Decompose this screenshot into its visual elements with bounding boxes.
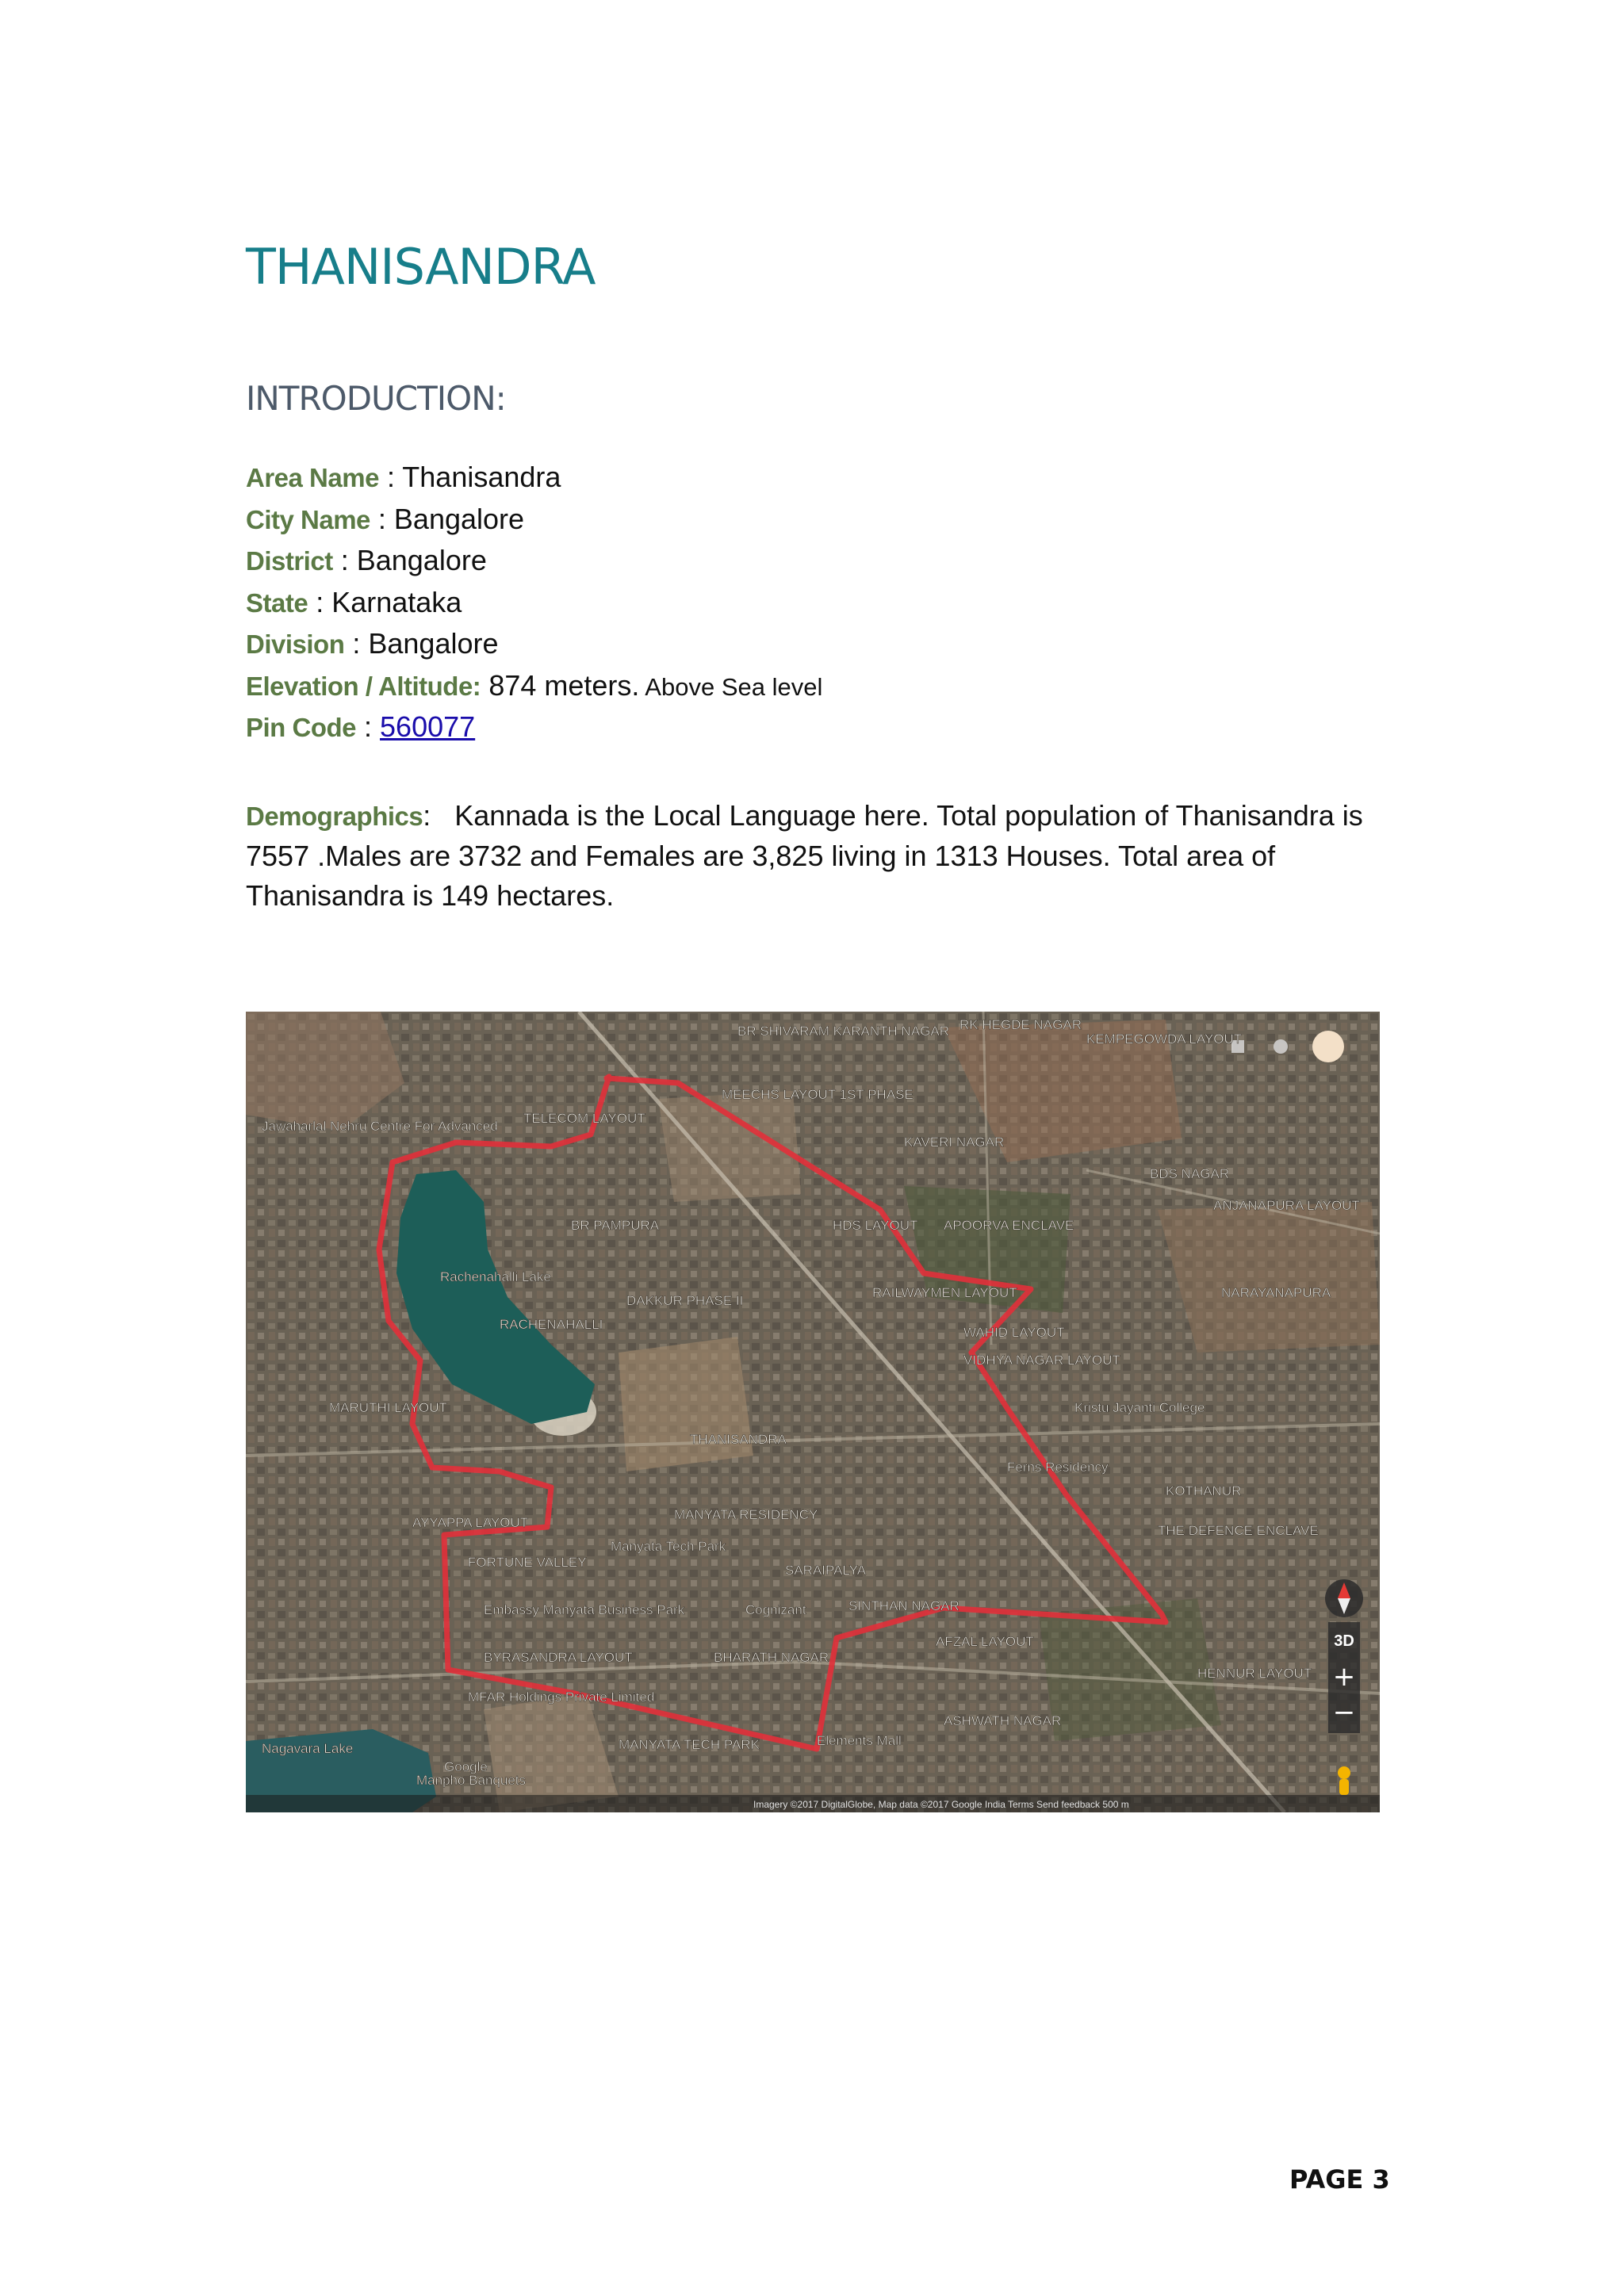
- map-label: THANISANDRA: [690, 1432, 787, 1447]
- field-area-name: Area Name : Thanisandra: [246, 461, 561, 493]
- map-label: Embassy Manyata Business Park: [484, 1602, 685, 1617]
- map-label: WAHID LAYOUT: [963, 1325, 1065, 1340]
- map-label: Rachenahalli Lake: [440, 1269, 551, 1284]
- map-label: Cognizant: [745, 1602, 806, 1617]
- map-label: AFZAL LAYOUT: [936, 1634, 1034, 1649]
- avatar: [1312, 1031, 1344, 1062]
- field-label: State: [246, 587, 308, 618]
- field-value: 874 meters.: [488, 668, 640, 702]
- map-label: THE DEFENCE ENCLAVE: [1158, 1523, 1319, 1538]
- map-label: BYRASANDRA LAYOUT: [484, 1650, 633, 1665]
- map-label: FORTUNE VALLEY: [468, 1555, 587, 1570]
- field-city-name: City Name : Bangalore: [246, 502, 525, 535]
- field-label: Area Name: [246, 463, 379, 492]
- map-label: RK HEGDE NAGAR: [959, 1017, 1082, 1032]
- field-value: Bangalore: [393, 502, 525, 535]
- field-district: District : Bangalore: [246, 544, 487, 576]
- map-label: BR SHIVARAM KARANTH NAGAR: [737, 1024, 950, 1039]
- map-label: ASHWATH NAGAR: [944, 1713, 1062, 1728]
- map-label: Jawaharlal Nehru Centre For Advanced: [262, 1119, 498, 1134]
- map-label: BHARATH NAGAR: [714, 1650, 829, 1665]
- page-number: PAGE 3: [1289, 2164, 1390, 2195]
- map-label: RACHENAHALLI: [500, 1317, 603, 1332]
- map-image: [246, 1012, 1380, 1812]
- field-value-suffix: Above Sea level: [639, 672, 823, 701]
- map-label: DAKKUR PHASE II: [626, 1293, 744, 1308]
- map-label: BR PAMPURA: [571, 1218, 660, 1233]
- map-label: MARUTHI LAYOUT: [329, 1400, 447, 1415]
- map-label: NARAYANAPURA: [1221, 1285, 1331, 1300]
- field-elevation: [246, 665, 1396, 707]
- map-label: Manpho Banquets: [416, 1773, 526, 1788]
- field-label: Elevation / Altitude:: [246, 671, 481, 701]
- notification-icon: [1274, 1039, 1288, 1054]
- compass-control[interactable]: [1325, 1579, 1363, 1617]
- map-label: MFAR Holdings Private Limited: [468, 1689, 655, 1705]
- field-value: Bangalore: [368, 627, 499, 660]
- map-label: ANJANAPURA LAYOUT: [1213, 1198, 1360, 1213]
- map-label: Google: [444, 1759, 488, 1774]
- map-label: RAILWAYMEN LAYOUT: [872, 1285, 1017, 1300]
- field-label: City Name: [246, 504, 370, 534]
- field-value: Karnataka: [331, 585, 462, 618]
- pin-code-link[interactable]: 560077: [380, 710, 476, 743]
- map-label: SINTHAN NAGAR: [848, 1598, 959, 1613]
- map-label: KAVERI NAGAR: [904, 1135, 1005, 1150]
- map-label: BDS NAGAR: [1150, 1166, 1230, 1181]
- map-3d-button[interactable]: 3D: [1334, 1632, 1354, 1650]
- map-label: VIDHYA NAGAR LAYOUT: [963, 1353, 1120, 1368]
- map-label: KOTHANUR: [1166, 1483, 1242, 1498]
- map-label: Elements Mall: [817, 1733, 902, 1748]
- map-label: HDS LAYOUT: [833, 1218, 918, 1233]
- map-label: MANYATA TECH PARK: [619, 1737, 760, 1752]
- demographics-paragraph: Demographics: Kannada is the Local Language here. Total population of Thanisandra is 7557 .Males are 3732 and Females are 3,825 living in 1313 Houses. Total area of Thanisandra is 149 hectares.: [246, 799, 1363, 912]
- map-attribution[interactable]: Imagery ©2017 DigitalGlobe, Map data ©2017 Google India Terms Send feedback 500 m: [753, 1799, 1129, 1810]
- zoom-in-icon[interactable]: +: [1332, 1661, 1356, 1693]
- map-label: Kristu Jayanti College: [1074, 1400, 1205, 1415]
- map-label: Ferns Residency: [1007, 1460, 1109, 1475]
- map-label: MEECHS LAYOUT 1ST PHASE: [722, 1087, 914, 1102]
- satellite-map: [246, 1012, 1380, 1812]
- map-label: Nagavara Lake: [262, 1741, 354, 1756]
- field-label: Division: [246, 629, 345, 659]
- map-label: KEMPEGOWDA LAYOUT: [1086, 1031, 1243, 1047]
- field-state: State : Karnataka: [246, 585, 462, 618]
- map-label: Manyata Tech Park: [611, 1539, 726, 1554]
- demographics-label: Demographics: [246, 802, 423, 831]
- info-fields: [246, 457, 1396, 748]
- field-division: Division : Bangalore: [246, 627, 499, 660]
- field-value: Thanisandra: [402, 461, 561, 493]
- map-label: MANYATA RESIDENCY: [674, 1507, 818, 1522]
- field-label: District: [246, 546, 333, 576]
- map-label: HENNUR LAYOUT: [1197, 1666, 1312, 1681]
- map-label: TELECOM LAYOUT: [523, 1111, 645, 1126]
- demographics-text: Kannada is the Local Language here. Total population of Thanisandra is 7557 .Males are 3732 and Females are 3,825 living in 1313 Houses. Total area of Thanisandra is 149 hectares.: [246, 799, 1363, 912]
- field-label: Pin Code: [246, 713, 357, 742]
- zoom-controls[interactable]: [1328, 1622, 1360, 1733]
- map-label: SARAIPALYA: [785, 1563, 867, 1578]
- page-title: THANISANDRA: [246, 238, 596, 296]
- field-pin-code: Pin Code : 560077: [246, 710, 476, 743]
- map-label: APOORVA ENCLAVE: [944, 1218, 1074, 1233]
- field-value: Bangalore: [356, 544, 487, 576]
- map-label: AYYAPPA LAYOUT: [412, 1515, 529, 1530]
- zoom-out-icon[interactable]: −: [1332, 1697, 1356, 1728]
- section-heading: INTRODUCTION:: [246, 379, 506, 418]
